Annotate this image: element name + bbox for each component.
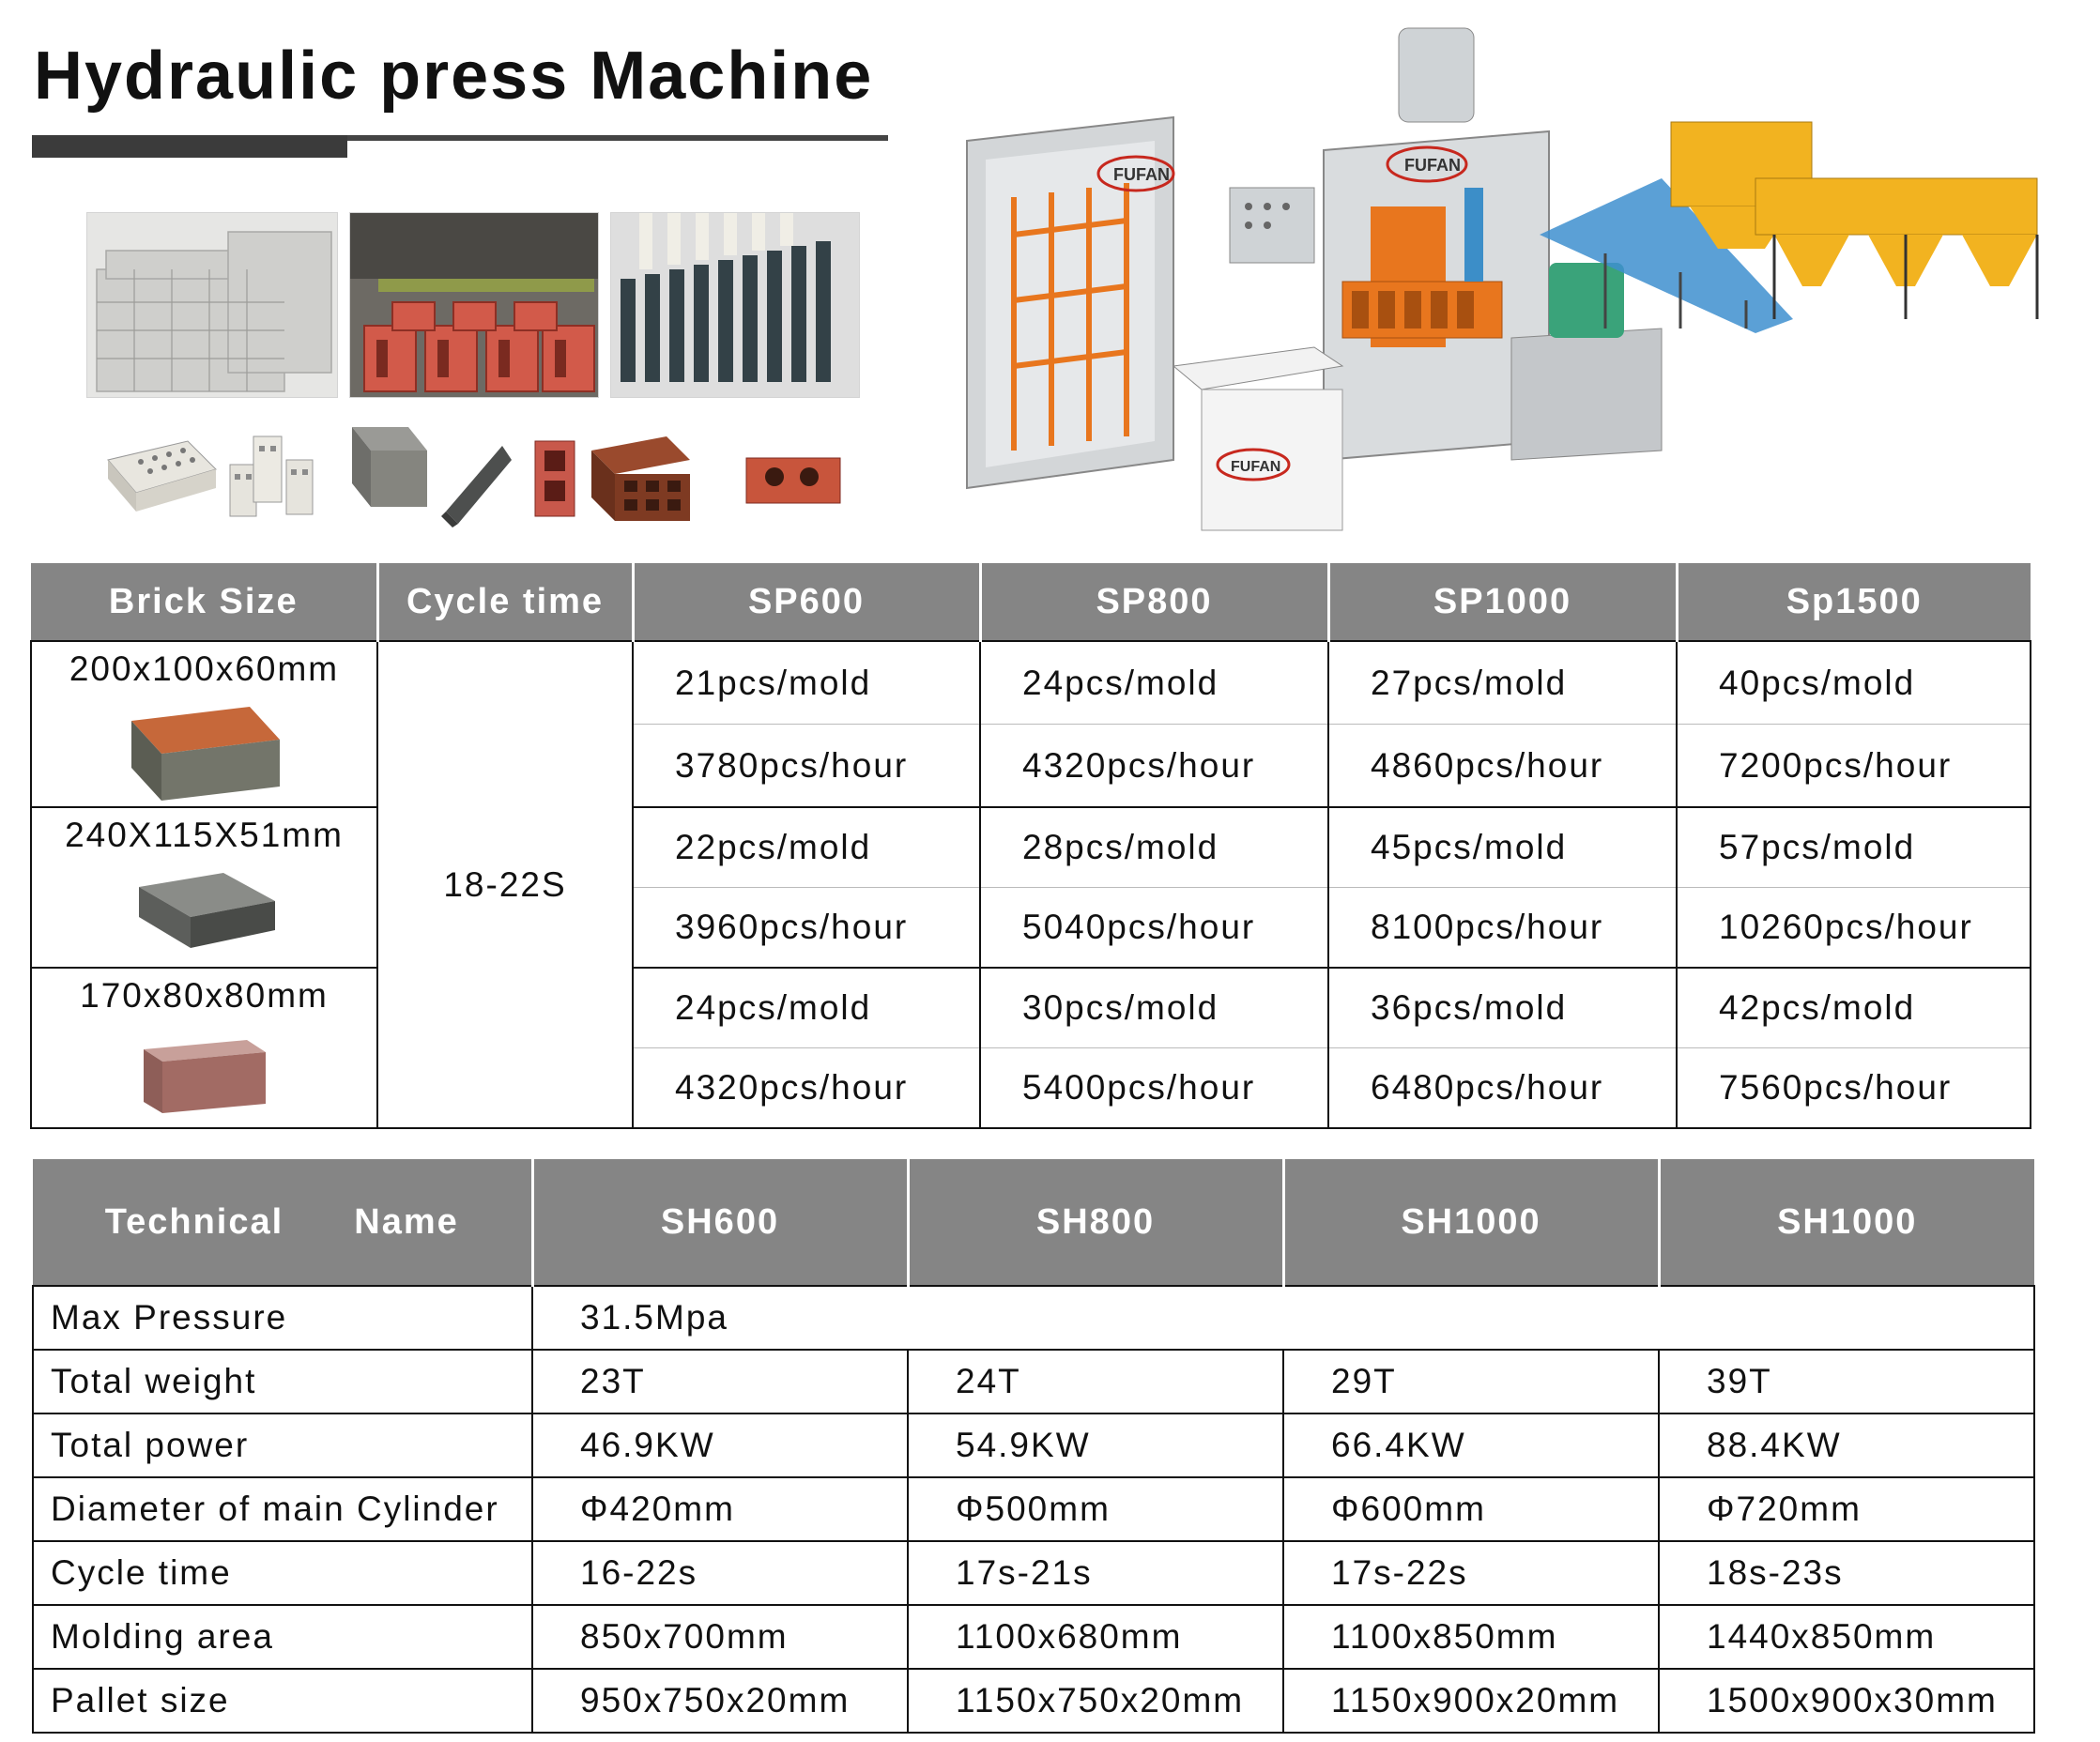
capacity-cell: 6480pcs/hour	[1328, 1048, 1677, 1129]
spec-value: 1500x900x30mm	[1659, 1669, 2034, 1733]
spec-value: 88.4KW	[1659, 1413, 2034, 1477]
spec-value: 1150x750x20mm	[908, 1669, 1283, 1733]
hydraulic-press-machine-illustration	[948, 19, 2056, 544]
svg-text:FUFAN: FUFAN	[1404, 156, 1461, 175]
cycle-time-cell: 18-22S	[377, 641, 633, 1128]
capacity-cell: 22pcs/mold	[633, 807, 980, 888]
spec-value: Φ600mm	[1283, 1477, 1659, 1541]
technical-specs-table	[32, 1159, 2035, 1734]
brick-size-label: 200x100x60mm	[69, 649, 340, 688]
spec-name: Total power	[33, 1413, 532, 1477]
red-lego-brick-icon	[746, 458, 840, 503]
spec-value: 17s-22s	[1283, 1541, 1659, 1605]
table-row	[33, 1605, 2034, 1669]
header-model: SH600	[532, 1159, 908, 1286]
capacity-cell: 7200pcs/hour	[1677, 725, 2031, 808]
table-row	[33, 1541, 2034, 1605]
header-name-label: Name	[354, 1201, 459, 1242]
capacity-cell: 42pcs/mold	[1677, 968, 2031, 1048]
spec-name: Cycle time	[33, 1541, 532, 1605]
page-title: Hydraulic press Machine	[34, 38, 874, 114]
brick-size-capacity-table	[30, 563, 2031, 1129]
brick-size-label: 240X115X51mm	[65, 816, 344, 854]
brick-size-label: 170x80x80mm	[80, 976, 329, 1015]
table-row	[33, 1286, 2034, 1350]
spec-value: 1440x850mm	[1659, 1605, 2034, 1669]
header-model: SH800	[908, 1159, 1283, 1286]
header-sp1000: SP1000	[1328, 563, 1677, 641]
interlocking-brown-block-icon	[591, 436, 690, 521]
photo-dark-curbstones	[610, 212, 860, 398]
header-brick-size: Brick Size	[31, 563, 377, 641]
capacity-cell: 5400pcs/hour	[980, 1048, 1328, 1129]
capacity-cell: 4320pcs/hour	[980, 725, 1328, 808]
spec-value: 46.9KW	[532, 1413, 908, 1477]
capacity-cell: 4860pcs/hour	[1328, 725, 1677, 808]
hollow-white-bricks-icon	[230, 436, 313, 516]
header-sp800: SP800	[980, 563, 1328, 641]
spec-value: 950x750x20mm	[532, 1669, 908, 1733]
spec-value: 1100x680mm	[908, 1605, 1283, 1669]
spec-value: 18s-23s	[1659, 1541, 2034, 1605]
spec-value: 29T	[1283, 1350, 1659, 1413]
spec-name: Pallet size	[33, 1669, 532, 1733]
capacity-cell: 10260pcs/hour	[1677, 888, 2031, 969]
table-header-row	[33, 1159, 2034, 1286]
capacity-cell: 40pcs/mold	[1677, 641, 2031, 725]
capacity-cell: 30pcs/mold	[980, 968, 1328, 1048]
brick-size-cell	[31, 968, 377, 1128]
table-row	[33, 1413, 2034, 1477]
dark-curb-icon	[441, 446, 512, 527]
capacity-cell: 24pcs/mold	[980, 641, 1328, 725]
table-row	[33, 1477, 2034, 1541]
table-row	[31, 807, 2031, 888]
capacity-cell: 3780pcs/hour	[633, 725, 980, 808]
spec-value: Φ420mm	[532, 1477, 908, 1541]
table-header-row	[31, 563, 2031, 641]
table-row	[33, 1350, 2034, 1413]
brick-size-cell	[31, 641, 377, 807]
spec-value: 24T	[908, 1350, 1283, 1413]
gray-solid-block-icon	[352, 427, 427, 507]
header-technical-label: Technical	[104, 1201, 284, 1242]
capacity-cell: 24pcs/mold	[633, 968, 980, 1048]
brick-size-cell	[31, 807, 377, 968]
spec-value: Φ720mm	[1659, 1477, 2034, 1541]
header-technical-name	[33, 1159, 532, 1286]
header-sp600: SP600	[633, 563, 980, 641]
gray-brick-icon	[120, 868, 289, 962]
spec-name: Total weight	[33, 1350, 532, 1413]
capacity-cell: 5040pcs/hour	[980, 888, 1328, 969]
spec-name: Diameter of main Cylinder	[33, 1477, 532, 1541]
svg-text:FUFAN: FUFAN	[1113, 165, 1170, 184]
spec-value: 54.9KW	[908, 1413, 1283, 1477]
capacity-cell: 36pcs/mold	[1328, 968, 1677, 1048]
header-model: SH1000	[1283, 1159, 1659, 1286]
photo-stacked-gray-blocks	[86, 212, 338, 398]
capacity-cell: 45pcs/mold	[1328, 807, 1677, 888]
capacity-cell: 4320pcs/hour	[633, 1048, 980, 1129]
photo-red-hollow-blocks	[349, 212, 599, 398]
spec-value: 16-22s	[532, 1541, 908, 1605]
table-row	[33, 1669, 2034, 1733]
spec-value: 31.5Mpa	[532, 1286, 2034, 1350]
perforated-white-brick-icon	[108, 441, 216, 512]
spec-name: Max Pressure	[33, 1286, 532, 1350]
capacity-cell: 57pcs/mold	[1677, 807, 2031, 888]
spec-value: 17s-21s	[908, 1541, 1283, 1605]
red-brick-icon	[134, 1029, 275, 1123]
capacity-cell: 8100pcs/hour	[1328, 888, 1677, 969]
paver-brick-icon	[120, 702, 289, 805]
svg-text:FUFAN: FUFAN	[1231, 459, 1281, 475]
spec-value: 850x700mm	[532, 1605, 908, 1669]
header-cycle-time: Cycle time	[377, 563, 633, 641]
header-sp1500: Sp1500	[1677, 563, 2031, 641]
capacity-cell: 7560pcs/hour	[1677, 1048, 2031, 1129]
table-row	[31, 641, 2031, 725]
red-hollow-block-icon	[535, 441, 575, 516]
spec-value: 39T	[1659, 1350, 2034, 1413]
capacity-cell: 28pcs/mold	[980, 807, 1328, 888]
spec-name: Molding area	[33, 1605, 532, 1669]
capacity-cell: 3960pcs/hour	[633, 888, 980, 969]
spec-value: 1100x850mm	[1283, 1605, 1659, 1669]
capacity-cell: 27pcs/mold	[1328, 641, 1677, 725]
brick-types-illustration	[103, 422, 854, 535]
spec-value: 23T	[532, 1350, 908, 1413]
title-underline-accent	[32, 135, 347, 158]
header-model: SH1000	[1659, 1159, 2034, 1286]
spec-value: 66.4KW	[1283, 1413, 1659, 1477]
spec-value: Φ500mm	[908, 1477, 1283, 1541]
capacity-cell: 21pcs/mold	[633, 641, 980, 725]
spec-value: 1150x900x20mm	[1283, 1669, 1659, 1733]
table-row	[31, 968, 2031, 1048]
